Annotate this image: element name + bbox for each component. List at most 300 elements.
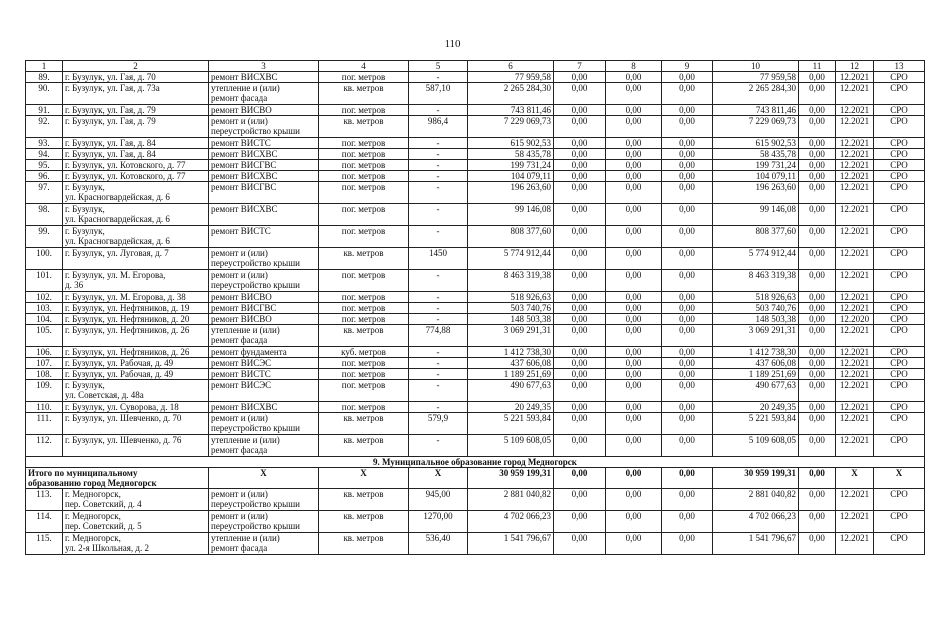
work-type-cell bbox=[209, 149, 319, 160]
unit-cell: пог. метров bbox=[319, 292, 409, 303]
value-cell: 0,00 bbox=[799, 489, 836, 511]
unit-cell: пог. метров bbox=[319, 369, 409, 380]
deadline-cell: 12.2021 bbox=[836, 402, 874, 413]
work-type-cell bbox=[209, 72, 319, 83]
address-line: ул. 2-я Школьная, д. 2 bbox=[65, 543, 149, 553]
value-cell: 0,00 bbox=[662, 292, 713, 303]
method-cell: СРО bbox=[874, 489, 925, 511]
cost-cell: 437 606,08 bbox=[713, 358, 799, 369]
method-cell: СРО bbox=[874, 226, 925, 248]
address-cell bbox=[63, 204, 209, 226]
cost-cell: 503 740,76 bbox=[713, 303, 799, 314]
value-cell: 0,00 bbox=[799, 116, 836, 138]
quantity-cell: - bbox=[409, 314, 468, 325]
method-cell: СРО bbox=[874, 511, 925, 533]
value-cell: 0,00 bbox=[799, 248, 836, 270]
value-cell: 0,00 bbox=[799, 204, 836, 226]
total-col-3: X bbox=[209, 468, 319, 489]
work-type-line: ремонт фундамента bbox=[211, 347, 287, 357]
row-number: 94. bbox=[26, 149, 63, 160]
value-cell: 0,00 bbox=[799, 358, 836, 369]
address-cell bbox=[63, 248, 209, 270]
work-type-line: ремонт ВИСХВС bbox=[211, 149, 278, 159]
value-cell: 0,00 bbox=[606, 358, 662, 369]
cost-cell: 8 463 319,38 bbox=[713, 270, 799, 292]
cost-cell: 615 902,53 bbox=[713, 138, 799, 149]
total-cost-cell: 196 263,60 bbox=[468, 182, 554, 204]
value-cell: 0,00 bbox=[606, 83, 662, 105]
work-type-line: ремонт ВИСВО bbox=[211, 105, 272, 115]
total-cost-cell: 490 677,63 bbox=[468, 380, 554, 402]
repair-plan-table bbox=[25, 60, 925, 555]
cost-cell: 199 731,24 bbox=[713, 160, 799, 171]
value-cell: 0,00 bbox=[554, 182, 606, 204]
deadline-cell: 12.2021 bbox=[836, 511, 874, 533]
section-header-row bbox=[26, 457, 925, 468]
value-cell: 0,00 bbox=[606, 248, 662, 270]
total-cost-cell: 518 926,63 bbox=[468, 292, 554, 303]
value-cell: 0,00 bbox=[799, 533, 836, 555]
work-type-line: переустройство крыши bbox=[211, 280, 300, 290]
row-number: 114. bbox=[26, 511, 63, 533]
value-cell: 0,00 bbox=[662, 489, 713, 511]
value-cell: 0,00 bbox=[662, 72, 713, 83]
work-type-cell bbox=[209, 116, 319, 138]
value-cell: 0,00 bbox=[554, 533, 606, 555]
quantity-cell: - bbox=[409, 369, 468, 380]
deadline-cell: 12.2021 bbox=[836, 149, 874, 160]
quantity-cell: - bbox=[409, 204, 468, 226]
quantity-cell: 587,10 bbox=[409, 83, 468, 105]
value-cell: 0,00 bbox=[554, 347, 606, 358]
value-cell: 0,00 bbox=[606, 303, 662, 314]
row-number: 91. bbox=[26, 105, 63, 116]
row-number: 93. bbox=[26, 138, 63, 149]
total-cost-cell: 99 146,08 bbox=[468, 204, 554, 226]
work-type-line: переустройство крыши bbox=[211, 499, 300, 509]
method-cell: СРО bbox=[874, 160, 925, 171]
value-cell: 0,00 bbox=[662, 369, 713, 380]
value-cell: 0,00 bbox=[554, 303, 606, 314]
address-cell bbox=[63, 303, 209, 314]
total-col-10: 30 959 199,31 bbox=[713, 468, 799, 489]
cost-cell: 4 702 066,23 bbox=[713, 511, 799, 533]
deadline-cell: 12.2021 bbox=[836, 160, 874, 171]
work-type-line: ремонт ВИСЭС bbox=[211, 380, 272, 390]
deadline-cell: 12.2021 bbox=[836, 369, 874, 380]
total-cost-cell: 1 412 738,30 bbox=[468, 347, 554, 358]
cost-cell: 5 221 593,84 bbox=[713, 413, 799, 435]
cost-cell: 1 541 796,67 bbox=[713, 533, 799, 555]
deadline-cell: 12.2021 bbox=[836, 72, 874, 83]
total-col-7: 0,00 bbox=[554, 468, 606, 489]
address-cell bbox=[63, 413, 209, 435]
address-cell bbox=[63, 435, 209, 457]
unit-cell: кв. метров bbox=[319, 83, 409, 105]
work-type-line: утепление и (или) bbox=[211, 83, 280, 93]
work-type-line: утепление и (или) bbox=[211, 325, 280, 335]
unit-cell: кв. метров bbox=[319, 489, 409, 511]
value-cell: 0,00 bbox=[606, 138, 662, 149]
work-type-line: ремонт ВИСХВС bbox=[211, 204, 278, 214]
value-cell: 0,00 bbox=[799, 413, 836, 435]
value-cell: 0,00 bbox=[799, 325, 836, 347]
table-row bbox=[26, 204, 925, 226]
quantity-cell: 945,00 bbox=[409, 489, 468, 511]
value-cell: 0,00 bbox=[799, 72, 836, 83]
cost-cell: 2 265 284,30 bbox=[713, 83, 799, 105]
cost-cell: 518 926,63 bbox=[713, 292, 799, 303]
address-cell bbox=[63, 369, 209, 380]
work-type-line: ремонт фасада bbox=[211, 93, 268, 103]
value-cell: 0,00 bbox=[554, 489, 606, 511]
value-cell: 0,00 bbox=[799, 314, 836, 325]
total-col-11: 0,00 bbox=[799, 468, 836, 489]
method-cell: СРО bbox=[874, 149, 925, 160]
quantity-cell: 986,4 bbox=[409, 116, 468, 138]
value-cell: 0,00 bbox=[799, 511, 836, 533]
work-type-cell bbox=[209, 511, 319, 533]
cost-cell: 99 146,08 bbox=[713, 204, 799, 226]
work-type-cell bbox=[209, 533, 319, 555]
quantity-cell: - bbox=[409, 72, 468, 83]
table-row bbox=[26, 402, 925, 413]
address-cell bbox=[63, 160, 209, 171]
deadline-cell: 12.2021 bbox=[836, 380, 874, 402]
row-number: 97. bbox=[26, 182, 63, 204]
method-cell: СРО bbox=[874, 138, 925, 149]
table-row bbox=[26, 160, 925, 171]
total-label: Итого по муниципальному образованию город Медногорск bbox=[26, 468, 209, 489]
row-number: 108. bbox=[26, 369, 63, 380]
value-cell: 0,00 bbox=[554, 248, 606, 270]
cost-cell: 743 811,46 bbox=[713, 105, 799, 116]
quantity-cell: - bbox=[409, 160, 468, 171]
deadline-cell: 12.2021 bbox=[836, 116, 874, 138]
address-line: пер. Советский, д. 4 bbox=[65, 499, 142, 509]
work-type-cell bbox=[209, 204, 319, 226]
table-row bbox=[26, 435, 925, 457]
unit-cell: пог. метров bbox=[319, 270, 409, 292]
cost-cell: 5 774 912,44 bbox=[713, 248, 799, 270]
table-row bbox=[26, 489, 925, 511]
cost-cell: 3 069 291,31 bbox=[713, 325, 799, 347]
work-type-line: ремонт и (или) bbox=[211, 270, 268, 280]
value-cell: 0,00 bbox=[662, 204, 713, 226]
address-line: г. Бузулук, ул. Гая, д. 79 bbox=[65, 116, 156, 126]
total-cost-cell: 743 811,46 bbox=[468, 105, 554, 116]
work-type-cell bbox=[209, 413, 319, 435]
total-cost-cell: 2 881 040,82 bbox=[468, 489, 554, 511]
value-cell: 0,00 bbox=[662, 435, 713, 457]
address-line: ул. Красногвардейская, д. 6 bbox=[65, 214, 170, 224]
deadline-cell: 12.2021 bbox=[836, 435, 874, 457]
work-type-line: утепление и (или) bbox=[211, 435, 280, 445]
value-cell: 0,00 bbox=[606, 369, 662, 380]
cost-cell: 58 435,78 bbox=[713, 149, 799, 160]
address-cell bbox=[63, 314, 209, 325]
work-type-line: переустройство крыши bbox=[211, 423, 300, 433]
address-line: г. Бузулук, bbox=[65, 380, 105, 390]
cost-cell: 7 229 069,73 bbox=[713, 116, 799, 138]
value-cell: 0,00 bbox=[606, 435, 662, 457]
total-amount: 30 959 199,31 bbox=[468, 468, 554, 489]
work-type-line: ремонт фасада bbox=[211, 335, 268, 345]
value-cell: 0,00 bbox=[554, 325, 606, 347]
value-cell: 0,00 bbox=[799, 105, 836, 116]
value-cell: 0,00 bbox=[554, 314, 606, 325]
address-cell bbox=[63, 138, 209, 149]
total-cost-cell: 1 541 796,67 bbox=[468, 533, 554, 555]
unit-cell: пог. метров bbox=[319, 182, 409, 204]
table-body-lower bbox=[26, 489, 925, 555]
total-row bbox=[26, 468, 925, 489]
work-type-cell bbox=[209, 138, 319, 149]
value-cell: 0,00 bbox=[606, 489, 662, 511]
table-row bbox=[26, 533, 925, 555]
table-row bbox=[26, 149, 925, 160]
total-cost-cell: 5 221 593,84 bbox=[468, 413, 554, 435]
column-number-header: 3 bbox=[209, 61, 319, 72]
address-line: г. Бузулук, ул. Нефтяников, д. 26 bbox=[65, 347, 190, 357]
address-line: г. Бузулук, ул. Гая, д. 84 bbox=[65, 138, 156, 148]
column-number-header: 8 bbox=[606, 61, 662, 72]
work-type-cell bbox=[209, 182, 319, 204]
cost-cell: 490 677,63 bbox=[713, 380, 799, 402]
quantity-cell: - bbox=[409, 182, 468, 204]
unit-cell: пог. метров bbox=[319, 72, 409, 83]
value-cell: 0,00 bbox=[662, 358, 713, 369]
value-cell: 0,00 bbox=[606, 72, 662, 83]
table-body-upper bbox=[26, 61, 925, 457]
work-type-cell bbox=[209, 380, 319, 402]
unit-cell: куб. метров bbox=[319, 347, 409, 358]
cost-cell: 104 079,11 bbox=[713, 171, 799, 182]
value-cell: 0,00 bbox=[799, 292, 836, 303]
value-cell: 0,00 bbox=[606, 511, 662, 533]
work-type-line: ремонт ВИСГВС bbox=[211, 182, 277, 192]
address-cell bbox=[63, 533, 209, 555]
total-col-12: X bbox=[836, 468, 874, 489]
column-number-header: 6 bbox=[468, 61, 554, 72]
value-cell: 0,00 bbox=[606, 314, 662, 325]
method-cell: СРО bbox=[874, 533, 925, 555]
deadline-cell: 12.2021 bbox=[836, 489, 874, 511]
address-line: пер. Советский, д. 5 bbox=[65, 521, 142, 531]
table-row bbox=[26, 369, 925, 380]
address-cell bbox=[63, 402, 209, 413]
address-cell bbox=[63, 347, 209, 358]
table-row bbox=[26, 347, 925, 358]
cost-cell: 808 377,60 bbox=[713, 226, 799, 248]
address-cell bbox=[63, 149, 209, 160]
address-line: г. Бузулук, ул. Гая, д. 70 bbox=[65, 72, 156, 82]
row-number: 107. bbox=[26, 358, 63, 369]
value-cell: 0,00 bbox=[606, 533, 662, 555]
value-cell: 0,00 bbox=[606, 204, 662, 226]
column-number-header: 12 bbox=[836, 61, 874, 72]
method-cell: СРО bbox=[874, 435, 925, 457]
address-line: г. Медногорск, bbox=[65, 511, 121, 521]
value-cell: 0,00 bbox=[662, 105, 713, 116]
table-row bbox=[26, 248, 925, 270]
work-type-line: ремонт и (или) bbox=[211, 248, 268, 258]
value-cell: 0,00 bbox=[662, 83, 713, 105]
method-cell: СРО bbox=[874, 402, 925, 413]
value-cell: 0,00 bbox=[662, 149, 713, 160]
column-number-header: 5 bbox=[409, 61, 468, 72]
value-cell: 0,00 bbox=[662, 182, 713, 204]
work-type-cell bbox=[209, 105, 319, 116]
row-number: 105. bbox=[26, 325, 63, 347]
unit-cell: пог. метров bbox=[319, 226, 409, 248]
address-cell bbox=[63, 380, 209, 402]
total-col-9: 0,00 bbox=[662, 468, 713, 489]
cost-cell: 2 881 040,82 bbox=[713, 489, 799, 511]
address-line: г. Бузулук, bbox=[65, 226, 105, 236]
value-cell: 0,00 bbox=[554, 435, 606, 457]
address-line: г. Бузулук, ул. Шевченко, д. 70 bbox=[65, 413, 182, 423]
address-cell bbox=[63, 511, 209, 533]
header-row bbox=[26, 61, 925, 72]
work-type-cell bbox=[209, 160, 319, 171]
table-row bbox=[26, 511, 925, 533]
work-type-line: ремонт и (или) bbox=[211, 489, 268, 499]
value-cell: 0,00 bbox=[554, 160, 606, 171]
value-cell: 0,00 bbox=[554, 204, 606, 226]
total-cost-cell: 77 959,58 bbox=[468, 72, 554, 83]
table-row bbox=[26, 105, 925, 116]
total-cost-cell: 2 265 284,30 bbox=[468, 83, 554, 105]
value-cell: 0,00 bbox=[554, 369, 606, 380]
unit-cell: кв. метров bbox=[319, 533, 409, 555]
value-cell: 0,00 bbox=[554, 226, 606, 248]
total-cost-cell: 8 463 319,38 bbox=[468, 270, 554, 292]
total-cost-cell: 808 377,60 bbox=[468, 226, 554, 248]
column-number-header: 7 bbox=[554, 61, 606, 72]
work-type-cell bbox=[209, 325, 319, 347]
row-number: 104. bbox=[26, 314, 63, 325]
address-cell bbox=[63, 171, 209, 182]
address-line: ул. Советская, д. 48а bbox=[65, 390, 144, 400]
value-cell: 0,00 bbox=[799, 303, 836, 314]
value-cell: 0,00 bbox=[662, 160, 713, 171]
address-line: г. Бузулук, ул. Луговая, д. 7 bbox=[65, 248, 169, 258]
value-cell: 0,00 bbox=[554, 270, 606, 292]
value-cell: 0,00 bbox=[799, 270, 836, 292]
address-cell bbox=[63, 358, 209, 369]
work-type-cell bbox=[209, 171, 319, 182]
work-type-cell bbox=[209, 248, 319, 270]
total-cost-cell: 199 731,24 bbox=[468, 160, 554, 171]
work-type-line: ремонт ВИСЭС bbox=[211, 358, 272, 368]
work-type-line: ремонт фасада bbox=[211, 543, 268, 553]
total-cost-cell: 4 702 066,23 bbox=[468, 511, 554, 533]
cost-cell: 1 412 738,30 bbox=[713, 347, 799, 358]
quantity-cell: - bbox=[409, 380, 468, 402]
work-type-line: ремонт и (или) bbox=[211, 511, 268, 521]
work-type-cell bbox=[209, 347, 319, 358]
method-cell: СРО bbox=[874, 358, 925, 369]
method-cell: СРО bbox=[874, 347, 925, 358]
value-cell: 0,00 bbox=[606, 105, 662, 116]
value-cell: 0,00 bbox=[662, 226, 713, 248]
table-row bbox=[26, 171, 925, 182]
row-number: 101. bbox=[26, 270, 63, 292]
total-cost-cell: 104 079,11 bbox=[468, 171, 554, 182]
quantity-cell: - bbox=[409, 303, 468, 314]
table-row bbox=[26, 292, 925, 303]
value-cell: 0,00 bbox=[662, 402, 713, 413]
unit-cell: кв. метров bbox=[319, 116, 409, 138]
method-cell: СРО bbox=[874, 369, 925, 380]
value-cell: 0,00 bbox=[554, 358, 606, 369]
work-type-line: переустройство крыши bbox=[211, 126, 300, 136]
table-row bbox=[26, 116, 925, 138]
work-type-cell bbox=[209, 226, 319, 248]
column-number-header: 10 bbox=[713, 61, 799, 72]
row-number: 92. bbox=[26, 116, 63, 138]
column-number-header: 1 bbox=[26, 61, 63, 72]
value-cell: 0,00 bbox=[554, 138, 606, 149]
table-row bbox=[26, 72, 925, 83]
value-cell: 0,00 bbox=[606, 182, 662, 204]
value-cell: 0,00 bbox=[554, 402, 606, 413]
work-type-line: утепление и (или) bbox=[211, 533, 280, 543]
row-number: 110. bbox=[26, 402, 63, 413]
address-line: г. Бузулук, ул. Нефтяников, д. 26 bbox=[65, 325, 190, 335]
section-title: 9. Муниципальное образование город Медногорск bbox=[26, 457, 925, 468]
address-line: г. Бузулук, ул. Нефтяников, д. 20 bbox=[65, 314, 190, 324]
value-cell: 0,00 bbox=[662, 314, 713, 325]
row-number: 109. bbox=[26, 380, 63, 402]
deadline-cell: 12.2021 bbox=[836, 358, 874, 369]
address-line: г. Бузулук, ул. Шевченко, д. 76 bbox=[65, 435, 182, 445]
work-type-cell bbox=[209, 292, 319, 303]
work-type-line: ремонт ВИСТС bbox=[211, 226, 271, 236]
value-cell: 0,00 bbox=[799, 380, 836, 402]
unit-cell: кв. метров bbox=[319, 511, 409, 533]
cost-cell: 1 189 251,69 bbox=[713, 369, 799, 380]
table-row bbox=[26, 303, 925, 314]
value-cell: 0,00 bbox=[554, 83, 606, 105]
value-cell: 0,00 bbox=[799, 226, 836, 248]
deadline-cell: 12.2021 bbox=[836, 105, 874, 116]
address-line: г. Бузулук, ул. Рабочая, д. 49 bbox=[65, 358, 174, 368]
quantity-cell: 536,40 bbox=[409, 533, 468, 555]
total-cost-cell: 1 189 251,69 bbox=[468, 369, 554, 380]
work-type-line: ремонт ВИСВО bbox=[211, 292, 272, 302]
value-cell: 0,00 bbox=[662, 303, 713, 314]
work-type-cell bbox=[209, 314, 319, 325]
cost-cell: 77 959,58 bbox=[713, 72, 799, 83]
table-row bbox=[26, 358, 925, 369]
value-cell: 0,00 bbox=[662, 171, 713, 182]
unit-cell: пог. метров bbox=[319, 402, 409, 413]
value-cell: 0,00 bbox=[662, 270, 713, 292]
column-number-header: 4 bbox=[319, 61, 409, 72]
work-type-cell bbox=[209, 402, 319, 413]
total-col-4: X bbox=[319, 468, 409, 489]
address-line: г. Бузулук, bbox=[65, 182, 105, 192]
row-number: 103. bbox=[26, 303, 63, 314]
method-cell: СРО bbox=[874, 270, 925, 292]
total-cost-cell: 148 503,38 bbox=[468, 314, 554, 325]
deadline-cell: 12.2020 bbox=[836, 314, 874, 325]
cost-cell: 196 263,60 bbox=[713, 182, 799, 204]
method-cell: СРО bbox=[874, 303, 925, 314]
deadline-cell: 12.2021 bbox=[836, 226, 874, 248]
